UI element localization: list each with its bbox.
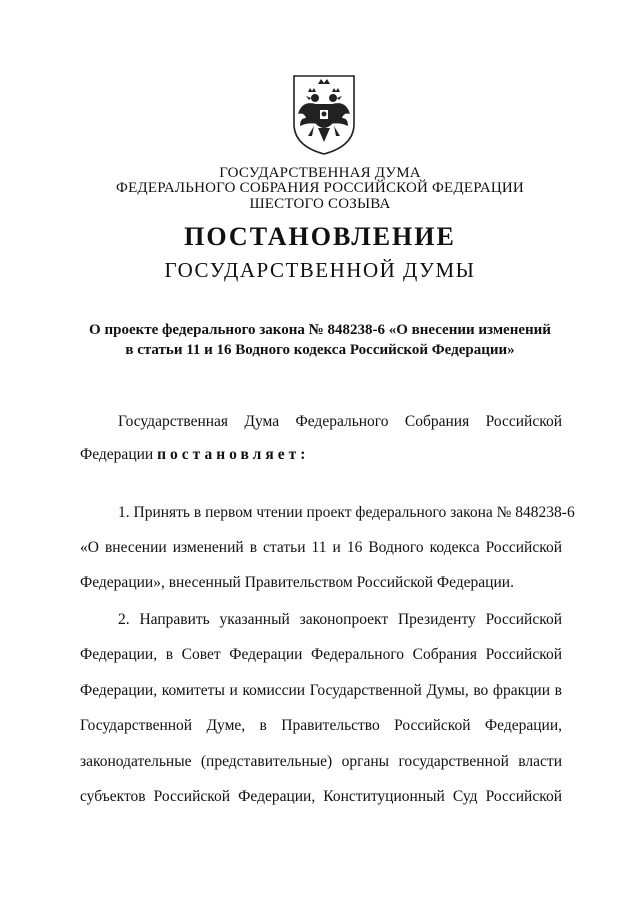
paragraph-2-line: субъектов Российской Федерации, Конституционный Суд Российской: [80, 788, 562, 805]
intro-text-line: [80, 445, 562, 465]
resolution-subject-line: О проекте федерального закона № 848238-6 «О внесении изменений: [89, 322, 551, 338]
paragraph-2-line: 2. Направить указанный законопроект Президенту Российской: [118, 611, 562, 628]
paragraph-2-line: Федерации, в Совет Федерации Федерального Собрания Российской: [80, 646, 562, 663]
federal-assembly-header-line: ФЕДЕРАЛЬНОГО СОБРАНИЯ РОССИЙСКОЙ ФЕДЕРАЦИИ: [116, 180, 524, 196]
paragraph-2-line: Государственной Думе, в Правительство Российской Федерации,: [80, 717, 562, 734]
paragraph-1-line: Федерации», внесенный Правительством Российской Федерации.: [80, 574, 514, 591]
paragraph-2-line: Федерации, комитеты и комиссии Государственной Думы, во фракции в: [80, 682, 562, 699]
paragraph-2-line: законодательные (представительные) органы государственной власти: [80, 753, 562, 770]
document-subtitle: ГОСУДАРСТВЕННОЙ ДУМЫ: [164, 258, 476, 282]
paragraph-1-line: «О внесении изменений в статьи 11 и 16 Водного кодекса Российской: [80, 539, 562, 556]
document-title: ПОСТАНОВЛЕНИЕ: [184, 222, 456, 251]
resolves-word: постановляет:: [157, 446, 310, 463]
double-headed-eagle-icon: [288, 72, 360, 156]
duma-header-line: ГОСУДАРСТВЕННАЯ ДУМА: [219, 165, 421, 181]
intro-text-line: Государственная Дума Федерального Собрания Российской: [118, 413, 562, 430]
convocation-header-line: ШЕСТОГО СОЗЫВА: [249, 196, 391, 212]
intro-prefix: Федерации: [80, 446, 158, 463]
coat-of-arms-emblem: [288, 72, 360, 156]
resolution-subject-line: в статьи 11 и 16 Водного кодекса Российской Федерации»: [125, 342, 515, 358]
paragraph-1-line: 1. Принять в первом чтении проект федерального закона № 848238-6: [118, 504, 575, 521]
